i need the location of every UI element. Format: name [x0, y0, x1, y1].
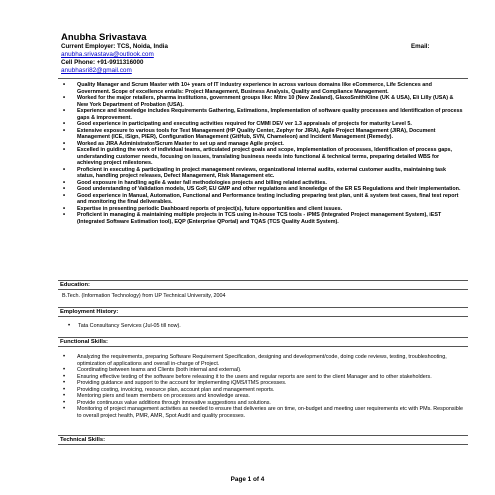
- technical-skills-heading: Technical Skills:: [58, 435, 468, 444]
- summary-item: • Proficient in managing & maintaining multiple projects in TCS using in-house TCS tools - iPMS (Integrated Project management System), iEST (Integrated Software Estimation tool), EQP (Enterprise QPortal) and TQAS (TCS Quality Audit System).: [63, 212, 463, 225]
- summary-item: • Good experience in participating and executing activities required for CMMI DEV ver 1.3 appraisals of projects for maturity Level 5.: [63, 121, 463, 128]
- cell-phone: Cell Phone: +91-9911316000: [61, 59, 144, 66]
- functional-skill-item: • Ensuring effective testing of the software before releasing it to the users and regular reports are sent to the client Manager and to other stakeholders.: [63, 374, 463, 381]
- summary-item: • Excelled in guiding the work of individual teams, articulated project goals and scope, implementation of processes, Identification of process gaps, understanding customer needs, focusing on issues, translating business needs into functional & technical terms, preparing detailed WBS for achieving project milestones.: [63, 147, 463, 167]
- functional-skill-item: • Mentoring piers and team members on processes and knowledge areas.: [63, 393, 463, 400]
- technical-divider: [58, 444, 468, 445]
- functional-skills-heading: Functional Skills:: [58, 337, 468, 347]
- resume-header: [61, 32, 461, 75]
- functional-skill-item: • Providing costing, invoicing, resource plan, account plan and management reports.: [63, 387, 463, 394]
- summary-item: • Extensive exposure to various tools for Test Management (HP Quality Center, Zephyr for JIRA), Agile Project Management (JIRA), Document Management (ICE, iSign, PIER), Configuration Management (GitHub, SVN, Chameleon) and Incident Management (Remedy).: [63, 128, 463, 141]
- summary-item: • Good experience in Manual, Automation, Functional and Performance testing including preparing test plan, unit & system test cases, final test report and monitoring the final deliverables.: [63, 193, 463, 206]
- summary-item: • Worked as JIRA Administrator/Scrum Master to set up and manage Agile project.: [63, 141, 463, 148]
- email-link-primary[interactable]: anubha.srivastava@outlook.com: [61, 51, 154, 58]
- email-label: Email:: [411, 43, 430, 50]
- email-link-secondary[interactable]: anubhasri82@gmail.com: [61, 67, 132, 74]
- employment-heading: Employment History:: [58, 307, 468, 317]
- functional-skill-item: • Provide continuous value additions through innovative suggestions and solutions.: [63, 400, 463, 407]
- education-heading: Education:: [58, 280, 468, 290]
- functional-skill-item: • Analyzing the requirements, preparing Software Requirement Specification, designing and development/code, doing code reviews, testing, troubleshooting, optimization of applications and overall in-charge of Project.: [63, 354, 463, 367]
- candidate-name: Anubha Srivastava: [61, 32, 147, 43]
- education-text: B.Tech. (Information Technology) from UP Technical University, 2004: [62, 293, 226, 299]
- summary-item: • Experience and knowledge includes Requirements Gathering, Estimations, Implementation of software quality processes and Identification of process gaps & improvement.: [63, 108, 463, 121]
- summary-item: • Worked for the major retailers, pharma institutions, government groups like: Mitre 10 (New Zealand), GlaxoSmithKline (UK & USA), Eli Lilly (USA) & New York Department of Probation (USA).: [63, 95, 463, 108]
- functional-skills-list: [63, 354, 463, 419]
- summary-item: • Quality Manager and Scrum Master with 10+ years of IT industry experience in across various domains like eCommerce, Life Sciences and Government. Scope of excellence entails: Project Management, Business Analysis, Quality and Compliance Management.: [63, 82, 463, 95]
- functional-skill-item: • Monitoring of project management activities as needed to ensure that deliveries are on time, on-budget and meeting user requirements etc with PMs. Responsible to overall project health, PMR, AMR, Spot Audit and quality processes.: [63, 406, 463, 419]
- page-number: Page 1 of 4: [230, 476, 265, 483]
- summary-item: • Proficient in executing & participating in project management reviews, organizational internal audits, external customer audits, maintaining task status, handling project releases, Defect Management, Risk Management etc.: [63, 167, 463, 180]
- header-divider: [58, 78, 468, 79]
- functional-skill-item: • Coordinating between teams and Clients (both internal and external).: [63, 367, 463, 374]
- summary-item: • Expertise in presenting periodic Dashboard reports of project(s), future opportunities and client issues.: [63, 206, 463, 213]
- functional-skill-item: • Providing guidance and support to the account for implementing iQMS/ITMS processes.: [63, 380, 463, 387]
- employment-text: • Tata Consultancy Services (Jul-05 till now).: [68, 323, 468, 330]
- summary-item: • Good exposure in handling agile & water fall methodologies projects and billing related activities.: [63, 180, 463, 187]
- current-employer: Current Employer: TCS, Noida, India: [61, 43, 168, 50]
- summary-list: [63, 82, 463, 225]
- summary-item: • Good understanding of Validation models, US GxP, EU GMP and other regulations and knowledge of the ER ES Regulations and their implementation.: [63, 186, 463, 193]
- employer-line: [61, 43, 461, 51]
